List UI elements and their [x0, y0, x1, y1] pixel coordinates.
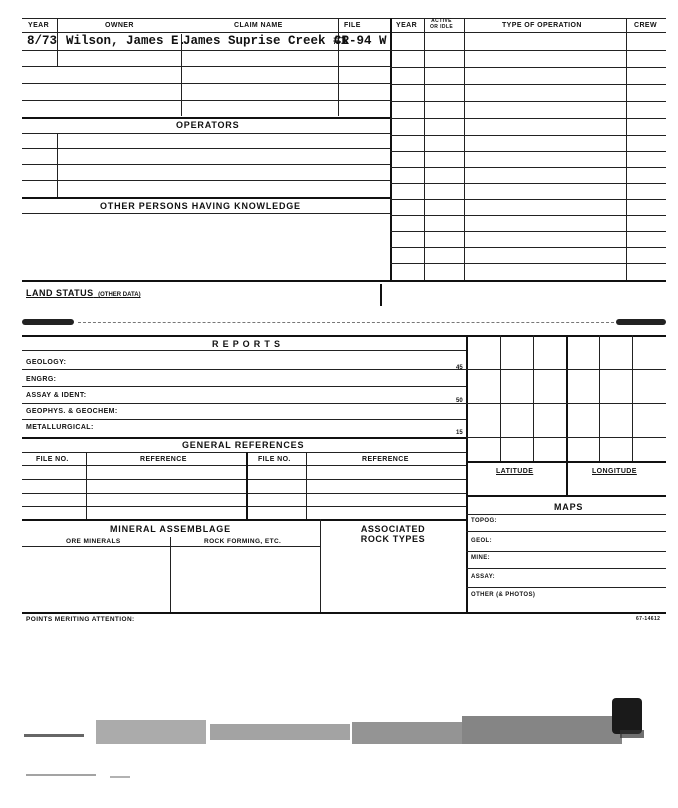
latlong-bottom-line — [466, 461, 666, 463]
header-owner: OWNER — [105, 22, 134, 29]
maps-top-line — [466, 495, 666, 497]
operation-row-line — [390, 263, 666, 264]
operation-row-line — [390, 118, 666, 119]
report-metallurgical-num: 15 — [456, 430, 463, 436]
claim-row-line — [22, 83, 390, 84]
associated-line1: ASSOCIATED — [360, 524, 426, 534]
header-active-line1: ACTIVE — [431, 18, 452, 24]
operation-row-line — [390, 183, 666, 184]
mineral-header-underline — [22, 546, 320, 547]
mineral-top-line — [22, 519, 466, 521]
report-row-line — [22, 369, 466, 370]
header-active — [430, 18, 453, 30]
latlong-grid-line — [500, 335, 501, 461]
form-number: 67-14612 — [636, 616, 661, 622]
report-geology-label: GEOLOGY: — [26, 359, 67, 366]
latitude-label: LATITUDE — [496, 468, 534, 475]
operation-row-line — [390, 84, 666, 85]
operators-row-line — [22, 148, 390, 149]
map-geol-label: GEOL: — [471, 538, 492, 544]
land-status-label: LAND STATUS — [26, 288, 94, 298]
claim-row-line — [22, 66, 390, 67]
land-status-heading — [26, 283, 141, 301]
map-other-label: OTHER (& PHOTOS) — [471, 592, 536, 598]
land-status-mark — [380, 284, 382, 306]
dashed-separator — [78, 322, 614, 323]
operation-row-line — [390, 231, 666, 232]
operation-row-line — [390, 199, 666, 200]
reports-heading: R E P O R T S — [212, 339, 281, 349]
mineral-assemblage-heading: MINERAL ASSEMBLAGE — [110, 524, 231, 534]
rock-forming-label: ROCK FORMING, ETC. — [204, 538, 282, 545]
div-active-type — [464, 18, 465, 280]
map-assay-label: ASSAY: — [471, 574, 496, 580]
maps-heading: MAPS — [554, 502, 584, 512]
report-row-line — [22, 386, 466, 387]
operation-row-line — [390, 135, 666, 136]
div-year-owner — [57, 18, 58, 66]
header-crew: CREW — [634, 22, 657, 29]
latlong-grid-line — [466, 403, 666, 404]
report-row-line — [22, 403, 466, 404]
map-row-line — [466, 568, 666, 569]
claim-row-line — [22, 50, 390, 51]
other-persons-heading: OTHER PERSONS HAVING KNOWLEDGE — [100, 201, 301, 211]
maps-underline — [466, 514, 666, 515]
operators-row-line — [22, 164, 390, 165]
land-status-top-line — [22, 280, 666, 282]
genref-row-line — [22, 506, 466, 507]
genref-col-divider — [306, 452, 307, 519]
div-claim-file — [338, 18, 339, 116]
genref-header-reference-1: REFERENCE — [140, 456, 187, 463]
genref-header-reference-2: REFERENCE — [362, 456, 409, 463]
other-persons-top-line — [22, 197, 390, 199]
claim-owner-value: Wilson, James E. — [66, 34, 187, 48]
general-references-underline — [22, 452, 466, 453]
scan-smear-right — [616, 319, 666, 325]
map-mine-label: MINE: — [471, 555, 490, 561]
latlong-grid-line — [466, 437, 666, 438]
scan-smear-left — [22, 319, 74, 325]
operation-row-line — [390, 151, 666, 152]
general-references-heading: GENERAL REFERENCES — [182, 440, 305, 450]
map-row-line — [466, 531, 666, 532]
operation-row-line — [390, 50, 666, 51]
latlong-grid-line — [466, 369, 666, 370]
scan-blot — [612, 698, 642, 734]
report-row-line — [22, 419, 466, 420]
associated-line2: ROCK TYPES — [360, 534, 426, 544]
operation-row-line — [390, 167, 666, 168]
operators-underline — [22, 133, 390, 134]
operators-col-divider — [57, 133, 58, 197]
div-type-crew — [626, 18, 627, 280]
genref-row-line — [22, 493, 466, 494]
claim-row-line — [22, 100, 390, 101]
main-vertical-divider — [390, 18, 392, 280]
genref-header-file-no-1: FILE NO. — [36, 456, 69, 463]
longitude-label: LONGITUDE — [592, 468, 637, 475]
genref-header-file-no-2: FILE NO. — [258, 456, 291, 463]
header-claim-name: CLAIM NAME — [234, 22, 283, 29]
top-border — [22, 18, 666, 19]
mineral-col-divider — [170, 537, 171, 613]
ore-minerals-label: ORE MINERALS — [66, 538, 121, 545]
form-bottom-line — [22, 612, 666, 614]
land-status-sublabel: (OTHER DATA) — [98, 292, 141, 298]
operation-row-line — [390, 215, 666, 216]
map-topog-label: TOPOG: — [471, 518, 497, 524]
report-metallurgical-label: METALLURGICAL: — [26, 424, 94, 431]
other-persons-underline — [22, 213, 390, 214]
associated-rock-types-heading — [320, 524, 466, 544]
reports-top-line — [22, 335, 666, 337]
general-references-top-line — [22, 437, 466, 439]
claim-name-value: James Suprise Creek #1 — [183, 34, 349, 48]
genref-row-line — [22, 479, 466, 480]
genref-mid-divider — [246, 452, 248, 519]
points-meriting-attention-label: POINTS MERITING ATTENTION: — [26, 616, 135, 623]
report-assay-num: 50 — [456, 398, 463, 404]
latlong-grid-line — [599, 335, 600, 461]
latlong-mid-divider — [566, 335, 568, 495]
report-engrg-label: ENGRG: — [26, 376, 57, 383]
header-underline — [22, 32, 666, 33]
operators-heading: OPERATORS — [176, 120, 240, 130]
report-geology-num: 45 — [456, 365, 463, 371]
operation-row-line — [390, 101, 666, 102]
header-type-of-operation: TYPE OF OPERATION — [502, 22, 582, 29]
genref-header-underline — [22, 465, 466, 466]
report-geophys-label: GEOPHYS. & GEOCHEM: — [26, 408, 118, 415]
bottom-main-divider — [466, 335, 468, 613]
header-file: FILE — [344, 22, 361, 29]
operators-top-line — [22, 117, 390, 119]
div-op-year-active — [424, 18, 425, 280]
report-assay-label: ASSAY & IDENT: — [26, 392, 87, 399]
operation-row-line — [390, 247, 666, 248]
claim-year-value: 8/73 — [27, 34, 58, 48]
map-row-line — [466, 551, 666, 552]
reports-underline — [22, 350, 466, 351]
operation-row-line — [390, 67, 666, 68]
genref-col-divider — [86, 452, 87, 519]
header-op-year: YEAR — [396, 22, 418, 29]
claim-file-value: CR-94 W — [334, 34, 387, 48]
header-active-line2: OR IDLE — [430, 24, 454, 30]
mineral-assoc-divider — [320, 519, 321, 613]
operators-row-line — [22, 180, 390, 181]
map-row-line — [466, 587, 666, 588]
latlong-grid-line — [533, 335, 534, 461]
latlong-grid-line — [632, 335, 633, 461]
scan-noise-band — [0, 690, 678, 790]
header-year: YEAR — [28, 22, 50, 29]
